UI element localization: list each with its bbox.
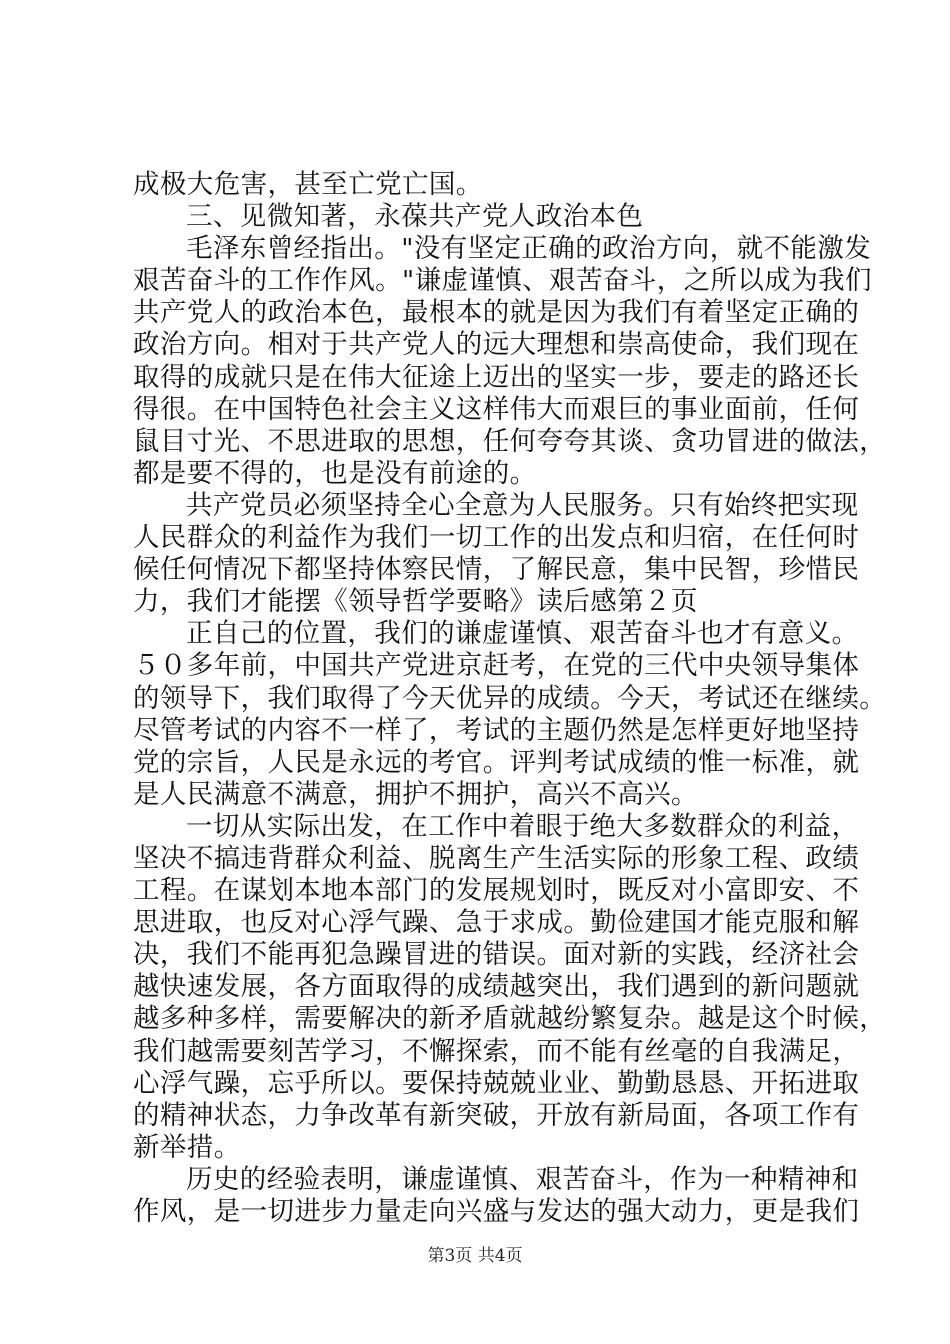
text-line: 历史的经验表明，谦虚谨慎、艰苦奋斗，作为一种精神和: [186, 1163, 859, 1195]
text-line: ５０多年前，中国共产党进京赶考，在党的三代中央领导集体: [133, 650, 860, 682]
text-line: 越快速发展，各方面取得的成绩越突出，我们遇到的新问题就: [133, 971, 860, 1003]
text-line: 新举措。: [133, 1131, 241, 1163]
text-line: 越多种多样，需要解决的新矛盾就越纷繁复杂。越是这个时候，: [133, 1003, 887, 1035]
document-body: [133, 169, 887, 1228]
text-line: 政治方向。相对于共产党人的远大理想和崇高使命，我们现在: [133, 329, 860, 361]
text-line: 都是要不得的，也是没有前途的。: [133, 457, 537, 489]
text-line: 决，我们不能再犯急躁冒进的错误。面对新的实践，经济社会: [133, 939, 860, 971]
text-line: 得很。在中国特色社会主义这样伟大而艰巨的事业面前，任何: [133, 393, 860, 425]
text-line: 共产党员必须坚持全心全意为人民服务。只有始终把实现: [186, 489, 859, 521]
text-line: 的领导下，我们取得了今天优异的成绩。今天，考试还在继续。: [133, 682, 887, 714]
text-line: 毛泽东曾经指出。"没有坚定正确的政治方向，就不能激发: [186, 233, 872, 265]
text-line: 思进取，也反对心浮气躁、急于求成。勤俭建国才能克服和解: [133, 907, 860, 939]
text-line: 共产党人的政治本色，最根本的就是因为我们有着坚定正确的: [133, 297, 860, 329]
text-line: 成极大危害，甚至亡党亡国。: [133, 169, 483, 200]
text-line: 取得的成就只是在伟大征途上迈出的坚实一步，要走的路还长: [133, 361, 860, 393]
text-line: 三、见微知著，永葆共产党人政治本色: [186, 201, 644, 233]
text-line: 力，我们才能摆《领导哲学要略》读后感第２页: [133, 586, 698, 618]
text-line: 正自己的位置，我们的谦虚谨慎、艰苦奋斗也才有意义。: [186, 618, 859, 650]
text-line: 党的宗旨，人民是永远的考官。评判考试成绩的惟一标准，就: [133, 746, 860, 778]
text-line: 我们越需要刻苦学习，不懈探索，而不能有丝毫的自我满足，: [133, 1035, 860, 1067]
page-footer: 第3页 共4页: [427, 1246, 523, 1266]
text-line: 作风，是一切进步力量走向兴盛与发达的强大动力，更是我们: [133, 1196, 860, 1227]
text-line: 人民群众的利益作为我们一切工作的出发点和归宿，在任何时: [133, 522, 860, 554]
text-line: 的精神状态，力争改革有新突破，开放有新局面，各项工作有: [133, 1099, 860, 1131]
text-line: 艰苦奋斗的工作作风。"谦虚谨慎、艰苦奋斗，之所以成为我们: [133, 265, 872, 297]
text-line: 鼠目寸光、不思进取的思想，任何夸夸其谈、贪功冒进的做法，: [133, 425, 887, 457]
text-line: 候任何情况下都坚持体察民情，了解民意，集中民智，珍惜民: [133, 554, 860, 586]
text-line: 是人民满意不满意，拥护不拥护，高兴不高兴。: [133, 778, 698, 810]
text-line: 尽管考试的内容不一样了，考试的主题仍然是怎样更好地坚持: [133, 714, 860, 746]
text-line: 心浮气躁，忘乎所以。要保持兢兢业业、勤勤恳恳、开拓进取: [133, 1067, 860, 1099]
text-line: 坚决不搞违背群众利益、脱离生产生活实际的形象工程、政绩: [133, 842, 860, 874]
text-line: 一切从实际出发，在工作中着眼于绝大多数群众的利益，: [186, 810, 859, 842]
text-line: 工程。在谋划本地本部门的发展规划时，既反对小富即安、不: [133, 875, 860, 907]
